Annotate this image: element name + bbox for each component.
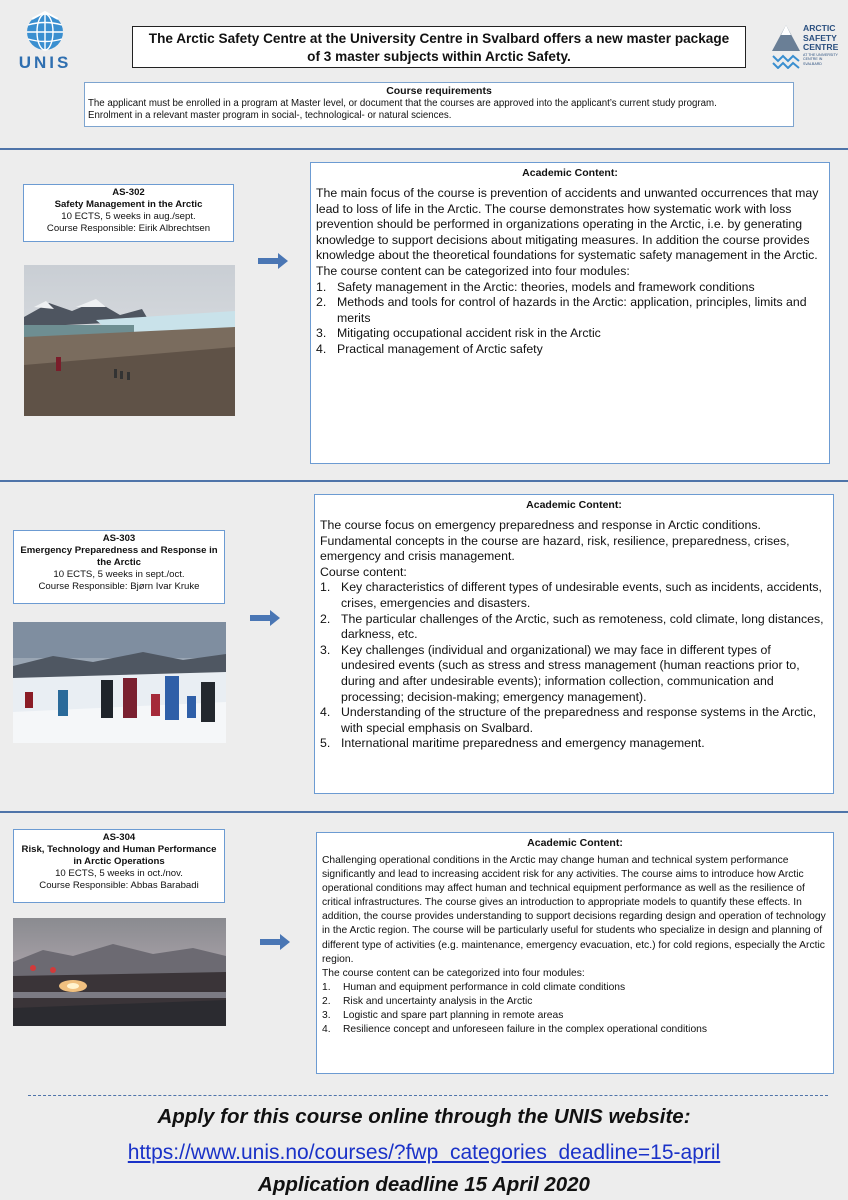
module-item: 3. Mitigating occupational accident risk in the Arctic	[316, 326, 601, 341]
course-name-line-2: in Arctic Operations	[73, 856, 165, 867]
course-name-line-2: the Arctic	[97, 557, 141, 568]
course-card-as303	[13, 530, 225, 604]
application-deadline: Application deadline 15 April 2020	[258, 1173, 590, 1196]
course-responsible: Course Responsible: Eirik Albrechtsen	[46, 223, 211, 234]
section-divider	[0, 148, 848, 150]
glacier-hikers-photo	[24, 265, 235, 416]
asc-logo-sub-2: CENTRE IN SVALBARD	[803, 57, 823, 66]
course-name-line-1: Emergency Preparedness and Response in	[20, 545, 218, 556]
asc-logo-line-1: ARCTIC	[803, 23, 836, 33]
content-intro: The course focus on emergency preparedness and response in Arctic conditions. Fundamental concepts in the course are hazard, risk, resilience, preparedness, crises, emergency and crisis management.	[320, 518, 790, 564]
module-item: 4. Resilience concept and unforeseen failure in the complex operational conditions	[322, 1024, 708, 1036]
footer-divider	[28, 1095, 828, 1096]
academic-content-as304	[316, 832, 834, 1074]
mountain-icon	[770, 23, 802, 69]
module-item: 2. Risk and uncertainty analysis in the Arctic	[322, 995, 533, 1007]
module-item: 1. Safety management in the Arctic: theories, models and framework conditions	[316, 279, 755, 294]
course-ects: 10 ECTS, 5 weeks in aug./sept.	[61, 211, 196, 222]
content-title: Academic Content:	[527, 837, 623, 849]
course-ects: 10 ECTS, 5 weeks in sept./oct.	[53, 569, 185, 580]
module-item: 3. Logistic and spare part planning in remote areas	[322, 1010, 564, 1022]
course-ects: 10 ECTS, 5 weeks in oct./nov.	[55, 868, 183, 879]
course-responsible: Course Responsible: Abbas Barabadi	[39, 880, 199, 891]
module-item: 5. International maritime preparedness and emergency management.	[320, 736, 705, 751]
content-intro: The main focus of the course is prevention of accidents and unwanted occurrences that may lead to loss of life in the Arctic. The course demonstrates how systematic work with loss prevention should be performed in organizations operating in the Arctic, i.e. by generating knowledge to support decisions about mitigating measures. In addition the course provides knowledge about the theoretical foundations for systematic safety management in the Arctic.	[316, 186, 819, 263]
arctic-operations-photo	[13, 918, 226, 1026]
course-name: Safety Management in the Arctic	[54, 199, 203, 210]
snow-group-photo	[13, 622, 226, 743]
title-line-2: of 3 master subjects within Arctic Safety.	[307, 49, 571, 64]
module-item: 4. Practical management of Arctic safety	[316, 341, 543, 356]
unis-logo-text: UNIS	[18, 53, 72, 72]
asc-logo-line-2: SAFETY	[803, 32, 837, 43]
course-card-as302	[23, 184, 234, 242]
application-link[interactable]: https://www.unis.no/courses/?fwp_categories_deadline=15-april	[127, 1141, 721, 1164]
course-name-line-1: Risk, Technology and Human Performance	[21, 844, 217, 855]
modules-intro: Course content:	[320, 564, 407, 579]
requirements-title: Course requirements	[386, 85, 492, 97]
modules-intro: The course content can be categorized into four modules:	[316, 263, 630, 278]
apply-text: Apply for this course online through the UNIS website:	[157, 1105, 691, 1128]
requirements-line-1: The applicant must be enrolled in a program at Master level, or document that the courses are approved into the applicant’s current study program.	[88, 98, 717, 109]
arrow-right-icon	[250, 610, 280, 626]
module-item: 4. Understanding of the structure of the preparedness and response systems in the Arctic, with special emphasis on Svalbard.	[320, 705, 817, 735]
arctic-safety-centre-logo	[770, 22, 842, 70]
modules-intro: The course content can be categorized into four modules:	[322, 967, 585, 979]
academic-content-as302	[310, 162, 830, 464]
asc-logo-sub-1: AT THE UNIVERSITY	[803, 52, 838, 57]
requirements-line-2: Enrolment in a relevant master program in social-, technological- or natural sciences.	[88, 110, 452, 121]
arrow-right-icon	[258, 253, 288, 269]
asc-logo-line-3: CENTRE	[803, 42, 839, 53]
unis-logo	[10, 10, 80, 72]
course-card-as304	[13, 829, 225, 903]
section-divider	[0, 811, 848, 813]
course-responsible: Course Responsible: Bjørn Ivar Kruke	[38, 581, 200, 592]
title-line-1: The Arctic Safety Centre at the University Centre in Svalbard offers a new master package	[148, 31, 730, 46]
academic-content-as303	[314, 494, 834, 794]
content-title: Academic Content:	[522, 167, 618, 179]
content-intro: Challenging operational conditions in the Arctic may change human and technical system performance significantly and lead to increasing accident risk for any activities. The course aims to introduce how Arctic operational conditions may affect human and technical equipment performance as well as the resilience of critical infrastructures. The course gives an introduction to appropriate models to quantify these effects. In addition, the course provides understanding to support decisions regarding design and operation of technology in the Arctic region. The course will be particularly useful for students who specialize in design and planning of different type of activities (e.g. maintenance, emergency evacuation, etc.) for cold regions, especially the Arctic region.	[322, 855, 826, 965]
module-item: 2. The particular challenges of the Arctic, such as remoteness, cold climate, long distances, darkness, etc.	[320, 611, 824, 642]
course-code: AS-302	[112, 187, 145, 198]
section-divider	[0, 480, 848, 482]
module-item: 2. Methods and tools for control of hazards in the Arctic: application, principles, limits and merits	[316, 295, 807, 325]
page-title	[132, 26, 746, 68]
course-code: AS-303	[102, 533, 136, 544]
module-list	[316, 280, 824, 358]
module-item: 1. Key characteristics of different types of undesirable events, such as incidents, accidents, crises, emergencies and disasters.	[320, 580, 822, 610]
course-code: AS-304	[102, 832, 136, 843]
module-list	[320, 580, 828, 752]
arrow-right-icon	[260, 934, 290, 950]
module-item: 1. Human and equipment performance in cold climate conditions	[322, 981, 626, 993]
course-requirements	[84, 82, 794, 127]
module-item: 3. Key challenges (individual and organizational) we may face in different types of undesired events (such as stress and stress management (human reactions prior to, during and after undesirable events); information collection, communication and processing; decision-making; emergency management).	[320, 642, 800, 704]
module-list	[322, 981, 828, 1037]
content-title: Academic Content:	[526, 499, 622, 511]
